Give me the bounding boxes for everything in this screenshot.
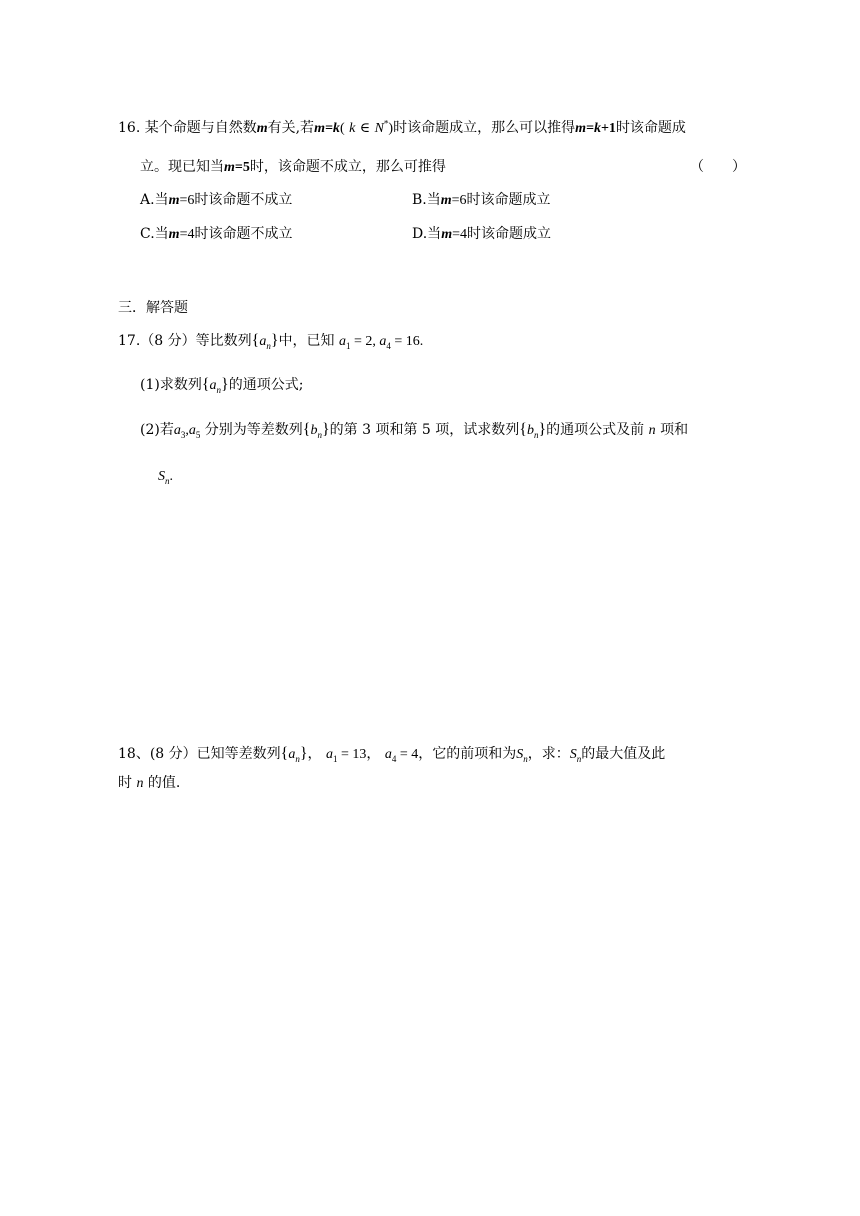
q16-line2: 立。现已知当m=5时，该命题不成立，那么可推得 [140,159,446,175]
q17-part2: (2)若$a_3,a_5$ 分别为等差数列$\{b_n\}$的第 3 项和第 5 项，试求数列$\{b_n\}$的通项公式及前 n 项和 [140,421,689,440]
q18-line1: 18、(8 分）已知等差数列$\{a_n\}$， $a_1 = 13$， $a_4 = 4$，它的前项和为$S_n$，求：$S_n$的最大值及此 [118,745,666,764]
section-heading: 三．解答题 [118,300,188,316]
q18-line2: 时 n 的值. [118,775,181,791]
option-d: D.当m=4时该命题成立 [412,226,551,242]
q16-line1: 16. 某个命题与自然数m有关,若m=k( k ∈ N*)时该命题成立，那么可以推得m=k+1时该命题成 [118,118,686,136]
q17-line1: 17.（8 分）等比数列$\{a_n\}$中，已知 $a_1 = 2$, $a_4 = 16$. [118,332,424,351]
q17-part1: (1)求数列$\{a_n\}$的通项公式; [140,376,304,395]
option-b: B.当m=6时该命题成立 [412,192,551,208]
option-a: A.当m=6时该命题不成立 [140,192,293,208]
option-c: C.当m=4时该命题不成立 [140,226,293,242]
answer-blank: （ ） [690,159,746,175]
q17-sn: $S_n$. [158,469,173,486]
